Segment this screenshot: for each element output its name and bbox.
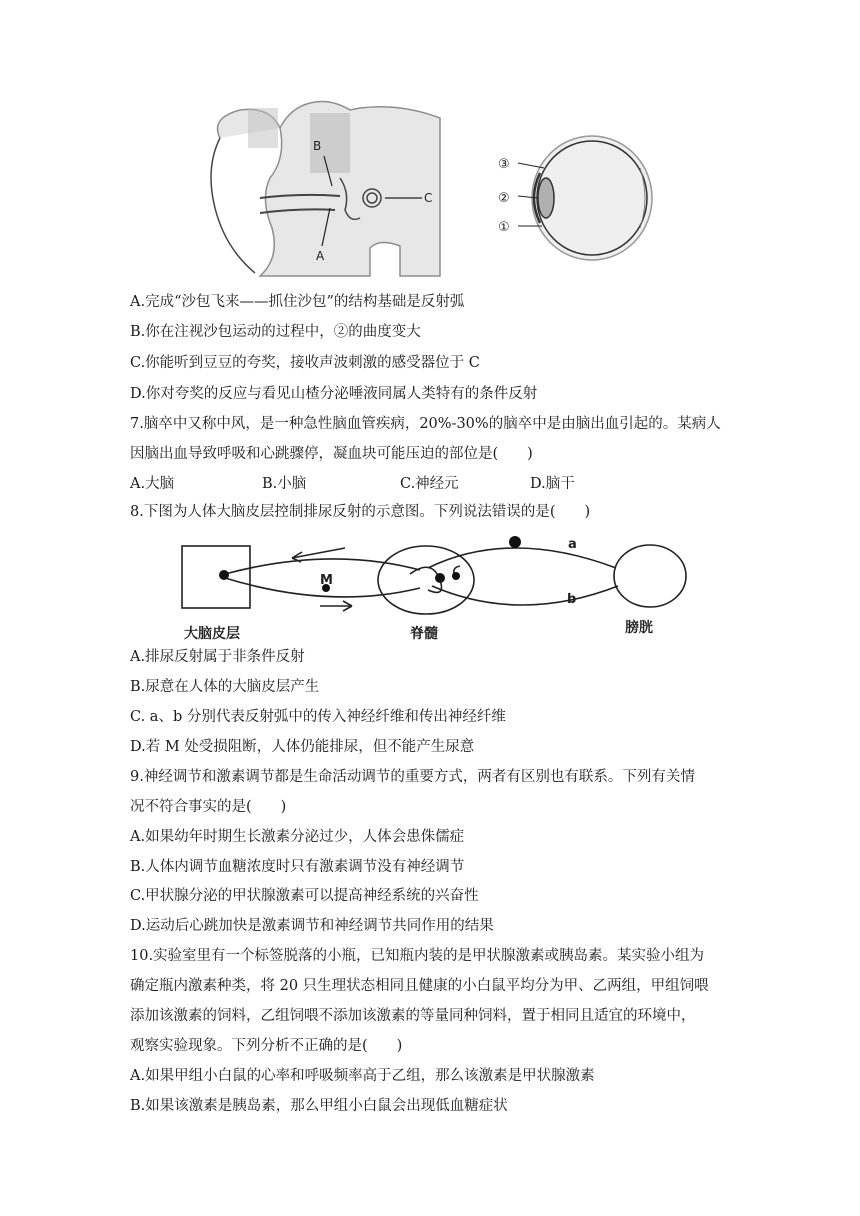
reflex-diagram	[170, 528, 700, 646]
ear-diagram	[211, 102, 440, 276]
spine-neuron-dot-2	[452, 572, 460, 580]
eye-label-3: ③	[498, 157, 510, 172]
q9-option-c: C.甲状腺分泌的甲状腺激素可以提高神经系统的兴奋性	[130, 888, 479, 904]
q6-option-a: A.完成“沙包飞来——抓住沙包”的结构基础是反射弧	[130, 294, 465, 310]
q6-option-b: B.你在注视沙包运动的过程中，②的曲度变大	[130, 324, 421, 340]
q8-option-d: D.若 M 处受损阻断，人体仍能排尿，但不能产生尿意	[130, 739, 475, 755]
eye-label-1: ①	[498, 220, 510, 235]
label-spine: 脊髓	[410, 626, 438, 642]
q9-option-b: B.人体内调节血糖浓度时只有激素调节没有神经调节	[130, 859, 465, 875]
eye-label-2: ②	[498, 191, 510, 206]
q6-option-c: C.你能听到豆豆的夸奖，接收声波刺激的感受器位于 C	[130, 355, 480, 371]
q8-option-c: C. a、b 分别代表反射弧中的传入神经纤维和传出神经纤维	[130, 709, 506, 725]
label-cortex: 大脑皮层	[184, 626, 240, 642]
q7-stem-line1: 7.脑卒中又称中风，是一种急性脑血管疾病，20%-30%的脑卒中是由脑出血引起的。某病人	[130, 416, 721, 432]
ear-label-c: C	[424, 191, 433, 205]
spine-neuron-dot-1	[435, 573, 445, 583]
q9-stem-line2: 况不符合事实的是( )	[130, 799, 287, 815]
q9-option-a: A.如果幼年时期生长激素分泌过少，人体会患侏儒症	[130, 829, 465, 845]
q8-option-b: B.尿意在人体的大脑皮层产生	[130, 679, 320, 695]
q10-option-b: B.如果该激素是胰岛素，那么甲组小白鼠会出现低血糖症状	[130, 1098, 508, 1114]
q7-option-c: C.神经元	[400, 476, 459, 492]
label-m: M	[320, 573, 333, 588]
q9-option-d: D.运动后心跳加快是激素调节和神经调节共同作用的结果	[130, 918, 494, 934]
q10-stem-line1: 10.实验室里有一个标签脱落的小瓶，已知瓶内装的是甲状腺激素或胰岛素。某实验小组为	[130, 948, 705, 964]
cortex-neuron-dot	[219, 570, 229, 580]
ear-eye-figure	[200, 98, 680, 288]
q10-stem-line4: 观察实验现象。下列分析不正确的是( )	[130, 1038, 403, 1054]
q10-stem-line3: 添加该激素的饲料，乙组饲喂不添加该激素的等量同种饲料，置于相同且适宜的环境中，	[130, 1008, 696, 1024]
q6-option-d: D.你对夸奖的反应与看见山楂分泌唾液同属人类特有的条件反射	[130, 386, 538, 402]
label-bladder: 膀胱	[625, 620, 653, 636]
label-b: b	[567, 592, 577, 607]
q10-option-a: A.如果甲组小白鼠的心率和呼吸频率高于乙组，那么该激素是甲状腺激素	[130, 1068, 595, 1084]
ear-label-a: A	[316, 249, 325, 263]
bladder-shape	[614, 545, 686, 607]
eye-diagram	[518, 136, 652, 260]
q9-stem-line1: 9.神经调节和激素调节都是生命活动调节的重要方式，两者有区别也有联系。下列有关情	[130, 769, 695, 785]
label-a: a	[568, 537, 577, 552]
ear-label-b: B	[313, 139, 322, 153]
q7-option-d: D.脑干	[530, 476, 575, 492]
q7-option-b: B.小脑	[262, 476, 307, 492]
q7-option-a: A.大脑	[130, 476, 175, 492]
q8-stem: 8.下图为人体大脑皮层控制排尿反射的示意图。下列说法错误的是( )	[130, 504, 591, 520]
ganglion-dot	[509, 536, 521, 548]
q7-stem-line2: 因脑出血导致呼吸和心跳骤停，凝血块可能压迫的部位是( )	[130, 446, 533, 462]
q8-option-a: A.排尿反射属于非条件反射	[130, 649, 305, 665]
q10-stem-line2: 确定瓶内激素种类，将 20 只生理状态相同且健康的小白鼠平均分为甲、乙两组，甲组饲喂	[130, 978, 709, 994]
cortex-box	[182, 546, 250, 608]
